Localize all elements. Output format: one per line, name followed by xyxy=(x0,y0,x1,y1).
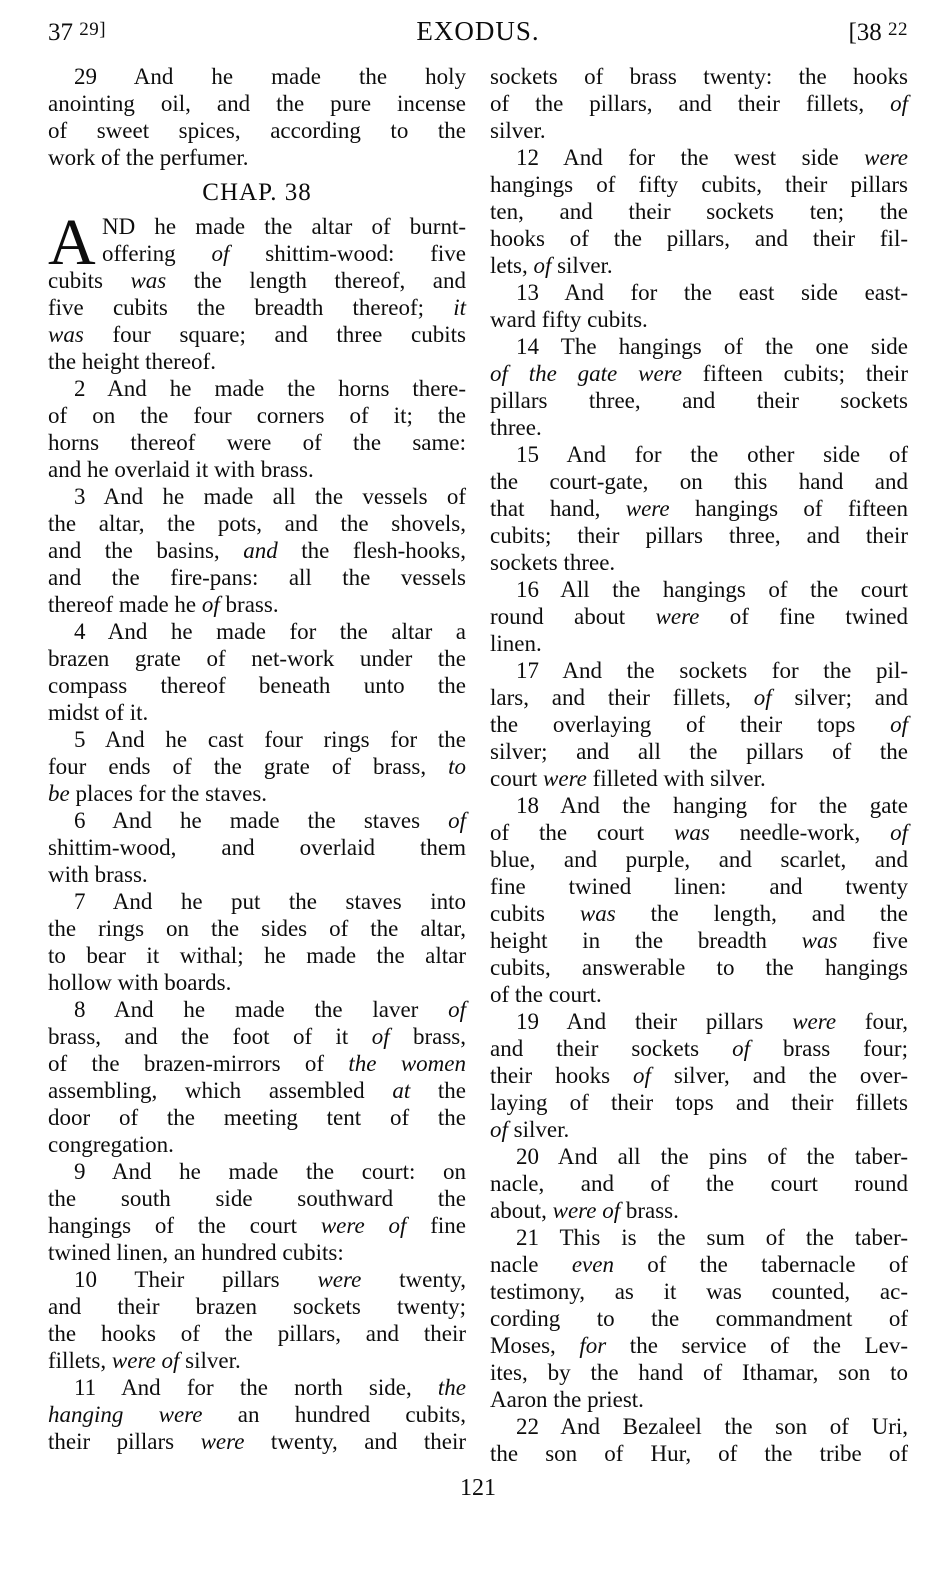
supplied-word-italic: of xyxy=(753,685,772,710)
text-line: 9 And he made the court: on xyxy=(74,1159,466,1184)
verse-paragraph xyxy=(48,618,466,726)
text-line: to bear it withal; he made the altar xyxy=(48,943,466,968)
text-line: lars, and their fillets, of silver; and xyxy=(490,685,908,710)
text-line: 13 And for the east side east- xyxy=(516,280,908,305)
verse-paragraph xyxy=(48,1374,466,1455)
text-line: door of the meeting tent of the xyxy=(48,1105,466,1130)
page-number: 121 xyxy=(460,1475,496,1501)
text-line: nacle, and of the court round xyxy=(490,1171,908,1196)
text-line: 10 Their pillars were twenty, xyxy=(74,1267,466,1292)
verse-paragraph xyxy=(48,726,466,807)
supplied-word-italic: were xyxy=(200,1429,245,1454)
text-line: 29 And he made the holy xyxy=(74,64,466,89)
left-column xyxy=(48,63,466,1467)
two-column-text xyxy=(48,63,908,1467)
verse-paragraph xyxy=(48,1158,466,1266)
verse-paragraph xyxy=(48,483,466,618)
verse-paragraph xyxy=(490,63,908,144)
supplied-word-italic: was xyxy=(673,820,710,845)
supplied-word-italic: was xyxy=(579,901,616,926)
text-line: the rings on the sides of the altar, xyxy=(48,916,466,941)
verse-paragraph xyxy=(490,279,908,333)
verse-paragraph xyxy=(490,1413,908,1467)
supplied-word-italic: were xyxy=(792,1009,837,1034)
verse-paragraph xyxy=(490,1143,908,1224)
text-line: 15 And for the other side of xyxy=(516,442,908,467)
supplied-word-italic: at xyxy=(392,1078,411,1103)
text-line: hangings of the court were of fine xyxy=(48,1213,466,1238)
text-line: nacle even of the tabernacle of xyxy=(490,1252,909,1277)
text-line: horns thereof were of the same: xyxy=(48,430,466,455)
text-line: offering of shittim-wood: five xyxy=(102,241,466,266)
supplied-word-italic: were xyxy=(655,604,700,629)
drop-cap: A xyxy=(48,206,96,279)
supplied-word-italic: were of xyxy=(552,1198,621,1223)
supplied-word-italic: for xyxy=(579,1333,607,1358)
verse-paragraph xyxy=(490,1008,908,1143)
text-line: and their brazen sockets twenty; xyxy=(48,1294,466,1319)
text-line: and the basins, and the flesh-hooks, xyxy=(48,538,466,563)
text-line: the altar, the pots, and the shovels, xyxy=(48,511,466,536)
text-line: 14 The hangings of the one side xyxy=(516,334,908,359)
verse-paragraph xyxy=(48,888,466,996)
running-head xyxy=(48,16,908,47)
supplied-word-italic: the women xyxy=(348,1051,466,1076)
supplied-word-italic: of xyxy=(448,808,466,833)
text-line: sockets three. xyxy=(490,550,616,575)
text-line: 12 And for the west side were xyxy=(516,145,908,170)
text-line: shittim-wood, and overlaid them xyxy=(48,835,466,860)
text-line: three. xyxy=(490,415,542,440)
text-line: five cubits the breadth thereof; it xyxy=(48,295,466,320)
text-line: linen. xyxy=(490,631,542,656)
text-line: of the pillars, and their fillets, of xyxy=(490,91,908,116)
text-line: and the fire-pans: all the vessels xyxy=(48,565,466,590)
text-line: midst of it. xyxy=(48,700,149,725)
text-line: 11 And for the north side, the xyxy=(74,1375,466,1400)
text-line: 6 And he made the staves of xyxy=(74,808,466,833)
supplied-word-italic: of xyxy=(201,592,220,617)
text-line: 7 And he put the staves into xyxy=(74,889,466,914)
text-line: lets, of silver. xyxy=(490,253,613,278)
right-column xyxy=(490,63,908,1467)
text-line: of sweet spices, according to the xyxy=(48,118,466,143)
text-line: 2 And he made the horns there- xyxy=(74,376,466,401)
supplied-word-italic: was xyxy=(48,322,84,347)
text-line: 4 And he made for the altar a xyxy=(74,619,466,644)
supplied-word-italic: were xyxy=(864,145,908,170)
text-line: work of the perfumer. xyxy=(48,145,249,170)
text-line: cubits; their pillars three, and their xyxy=(490,523,908,548)
verse-paragraph xyxy=(490,657,908,792)
text-line: the son of Hur, of the tribe of xyxy=(490,1441,908,1466)
text-line: ND he made the altar of burnt- xyxy=(102,214,466,239)
supplied-word-italic: of xyxy=(448,997,466,1022)
text-line: sockets of brass twenty: the hooks xyxy=(490,64,908,89)
text-line: 3 And he made all the vessels of xyxy=(74,484,466,509)
supplied-word-italic: be xyxy=(48,781,70,806)
text-line: congregation. xyxy=(48,1132,174,1157)
text-line: fine twined linen: and twenty xyxy=(490,874,908,899)
right-chapter-number: [38 xyxy=(848,19,882,46)
text-line: thereof made he of brass. xyxy=(48,592,279,617)
text-line: hanging were an hundred cubits, xyxy=(48,1402,467,1427)
supplied-word-italic: were xyxy=(625,496,670,521)
supplied-word-italic: of xyxy=(890,820,909,845)
verse-paragraph xyxy=(48,996,466,1158)
text-line: the overlaying of their tops of xyxy=(490,712,908,737)
text-line: 18 And the hanging for the gate xyxy=(516,793,908,818)
text-line: pillars three, and their sockets xyxy=(490,388,908,413)
text-line: round about were of fine twined xyxy=(490,604,909,629)
text-line: cording to the commandment of xyxy=(490,1306,908,1331)
text-line: anointing oil, and the pure incense xyxy=(48,91,466,116)
running-head-left-reference xyxy=(48,19,335,47)
text-line: ward fifty cubits. xyxy=(490,307,648,332)
text-line: testimony, as it was counted, ac- xyxy=(490,1279,908,1304)
text-line: hollow with boards. xyxy=(48,970,232,995)
text-line: the hooks of the pillars, and their xyxy=(48,1321,466,1346)
verse-paragraph xyxy=(490,144,908,279)
text-line: and their sockets of brass four; xyxy=(490,1036,908,1061)
text-line: height in the breadth was five xyxy=(490,928,908,953)
verse-paragraph xyxy=(48,807,466,888)
text-line: 5 And he cast four rings for the xyxy=(74,727,466,752)
text-line: silver; and all the pillars of the xyxy=(490,739,908,764)
verse-paragraph xyxy=(48,1266,466,1374)
text-line: of the gate were fifteen cubits; their xyxy=(490,361,908,386)
supplied-word-italic: were of xyxy=(111,1348,180,1373)
text-line: blue, and purple, and scarlet, and xyxy=(490,847,908,872)
supplied-word-italic: were xyxy=(543,766,587,791)
text-line: with brass. xyxy=(48,862,148,887)
left-verse-number: 29] xyxy=(79,19,107,40)
text-line: brazen grate of net-work under the xyxy=(48,646,466,671)
text-line: compass thereof beneath unto the xyxy=(48,673,466,698)
verse-paragraph xyxy=(490,441,908,576)
supplied-word-italic: of xyxy=(890,712,908,737)
text-line: hooks of the pillars, and their fil- xyxy=(490,226,908,251)
supplied-word-italic: of xyxy=(371,1024,390,1049)
text-line: 21 This is the sum of the taber- xyxy=(516,1225,908,1250)
supplied-word-italic: were of xyxy=(320,1213,407,1238)
supplied-word-italic: it xyxy=(453,295,466,320)
text-line: of the court was needle-work, of xyxy=(490,820,909,845)
text-line: the south side southward the xyxy=(48,1186,466,1211)
text-line: 16 All the hangings of the court xyxy=(516,577,908,602)
book-title: EXODUS. xyxy=(416,16,540,46)
supplied-word-italic: and xyxy=(243,538,278,563)
supplied-word-italic: was xyxy=(130,268,167,293)
verse-paragraph xyxy=(48,375,466,483)
running-head-right-reference xyxy=(621,19,908,47)
supplied-word-italic: were xyxy=(317,1267,362,1292)
supplied-word-italic: of xyxy=(633,1063,651,1088)
supplied-word-italic: even xyxy=(571,1252,614,1277)
text-line: ites, by the hand of Ithamar, son to xyxy=(490,1360,908,1385)
right-verse-number: 22 xyxy=(888,19,909,40)
text-line: silver. xyxy=(490,118,546,143)
text-line: brass, and the foot of it of brass, xyxy=(48,1024,466,1049)
text-line: hangings of fifty cubits, their pillars xyxy=(490,172,908,197)
text-line: about, were of brass. xyxy=(490,1198,679,1223)
text-line: 22 And Bezaleel the son of Uri, xyxy=(516,1414,908,1439)
supplied-word-italic: of xyxy=(732,1036,750,1061)
text-line: 19 And their pillars were four, xyxy=(516,1009,908,1034)
text-line: of the brazen-mirrors of the women xyxy=(48,1051,466,1076)
text-line: the height thereof. xyxy=(48,349,216,374)
text-line: their hooks of silver, and the over- xyxy=(490,1063,908,1088)
text-line: of on the four corners of it; the xyxy=(48,403,466,428)
verse-paragraph xyxy=(490,1224,908,1413)
left-chapter-number: 37 xyxy=(48,19,73,46)
text-line: fillets, were of silver. xyxy=(48,1348,241,1373)
text-line: Aaron the priest. xyxy=(490,1387,644,1412)
text-line: cubits, answerable to the hangings xyxy=(490,955,908,980)
text-line: assembling, which assembled at the xyxy=(48,1078,466,1103)
text-line: cubits was the length, and the xyxy=(490,901,908,926)
supplied-word-italic: of the gate were xyxy=(490,361,682,386)
text-line: of the court. xyxy=(490,982,602,1007)
supplied-word-italic: the xyxy=(437,1375,466,1400)
text-line: cubits was the length thereof, and xyxy=(48,268,466,293)
text-line: 17 And the sockets for the pil- xyxy=(516,658,908,683)
supplied-word-italic: of xyxy=(890,91,908,116)
verse-paragraph xyxy=(48,206,466,375)
chapter-heading: CHAP. 38 xyxy=(202,179,312,206)
supplied-word-italic: of xyxy=(490,1117,508,1142)
text-line: 20 And all the pins of the taber- xyxy=(516,1144,908,1169)
verse-paragraph xyxy=(490,576,908,657)
text-line: their pillars were twenty, and their xyxy=(48,1429,467,1454)
supplied-word-italic: hanging were xyxy=(48,1402,203,1427)
text-line: of silver. xyxy=(490,1117,570,1142)
supplied-word-italic: to xyxy=(448,754,466,779)
verse-paragraph xyxy=(48,63,466,171)
text-line: 8 And he made the laver of xyxy=(74,997,466,1022)
supplied-word-italic: of xyxy=(533,253,552,278)
text-line: four ends of the grate of brass, to xyxy=(48,754,466,779)
text-line: Moses, for the service of the Lev- xyxy=(490,1333,908,1358)
text-line: was four square; and three cubits xyxy=(48,322,466,347)
text-line: laying of their tops and their fillets xyxy=(490,1090,908,1115)
verse-paragraph xyxy=(490,792,908,1008)
text-line: court were filleted with silver. xyxy=(490,766,766,791)
text-line: the court-gate, on this hand and xyxy=(490,469,908,494)
supplied-word-italic: of xyxy=(211,241,230,266)
text-line: ten, and their sockets ten; the xyxy=(490,199,908,224)
supplied-word-italic: was xyxy=(801,928,838,953)
text-line: twined linen, an hundred cubits: xyxy=(48,1240,344,1265)
text-line: and he overlaid it with brass. xyxy=(48,457,314,482)
verse-paragraph xyxy=(490,333,908,441)
text-line: that hand, were hangings of fifteen xyxy=(490,496,908,521)
text-line: be places for the staves. xyxy=(48,781,268,806)
